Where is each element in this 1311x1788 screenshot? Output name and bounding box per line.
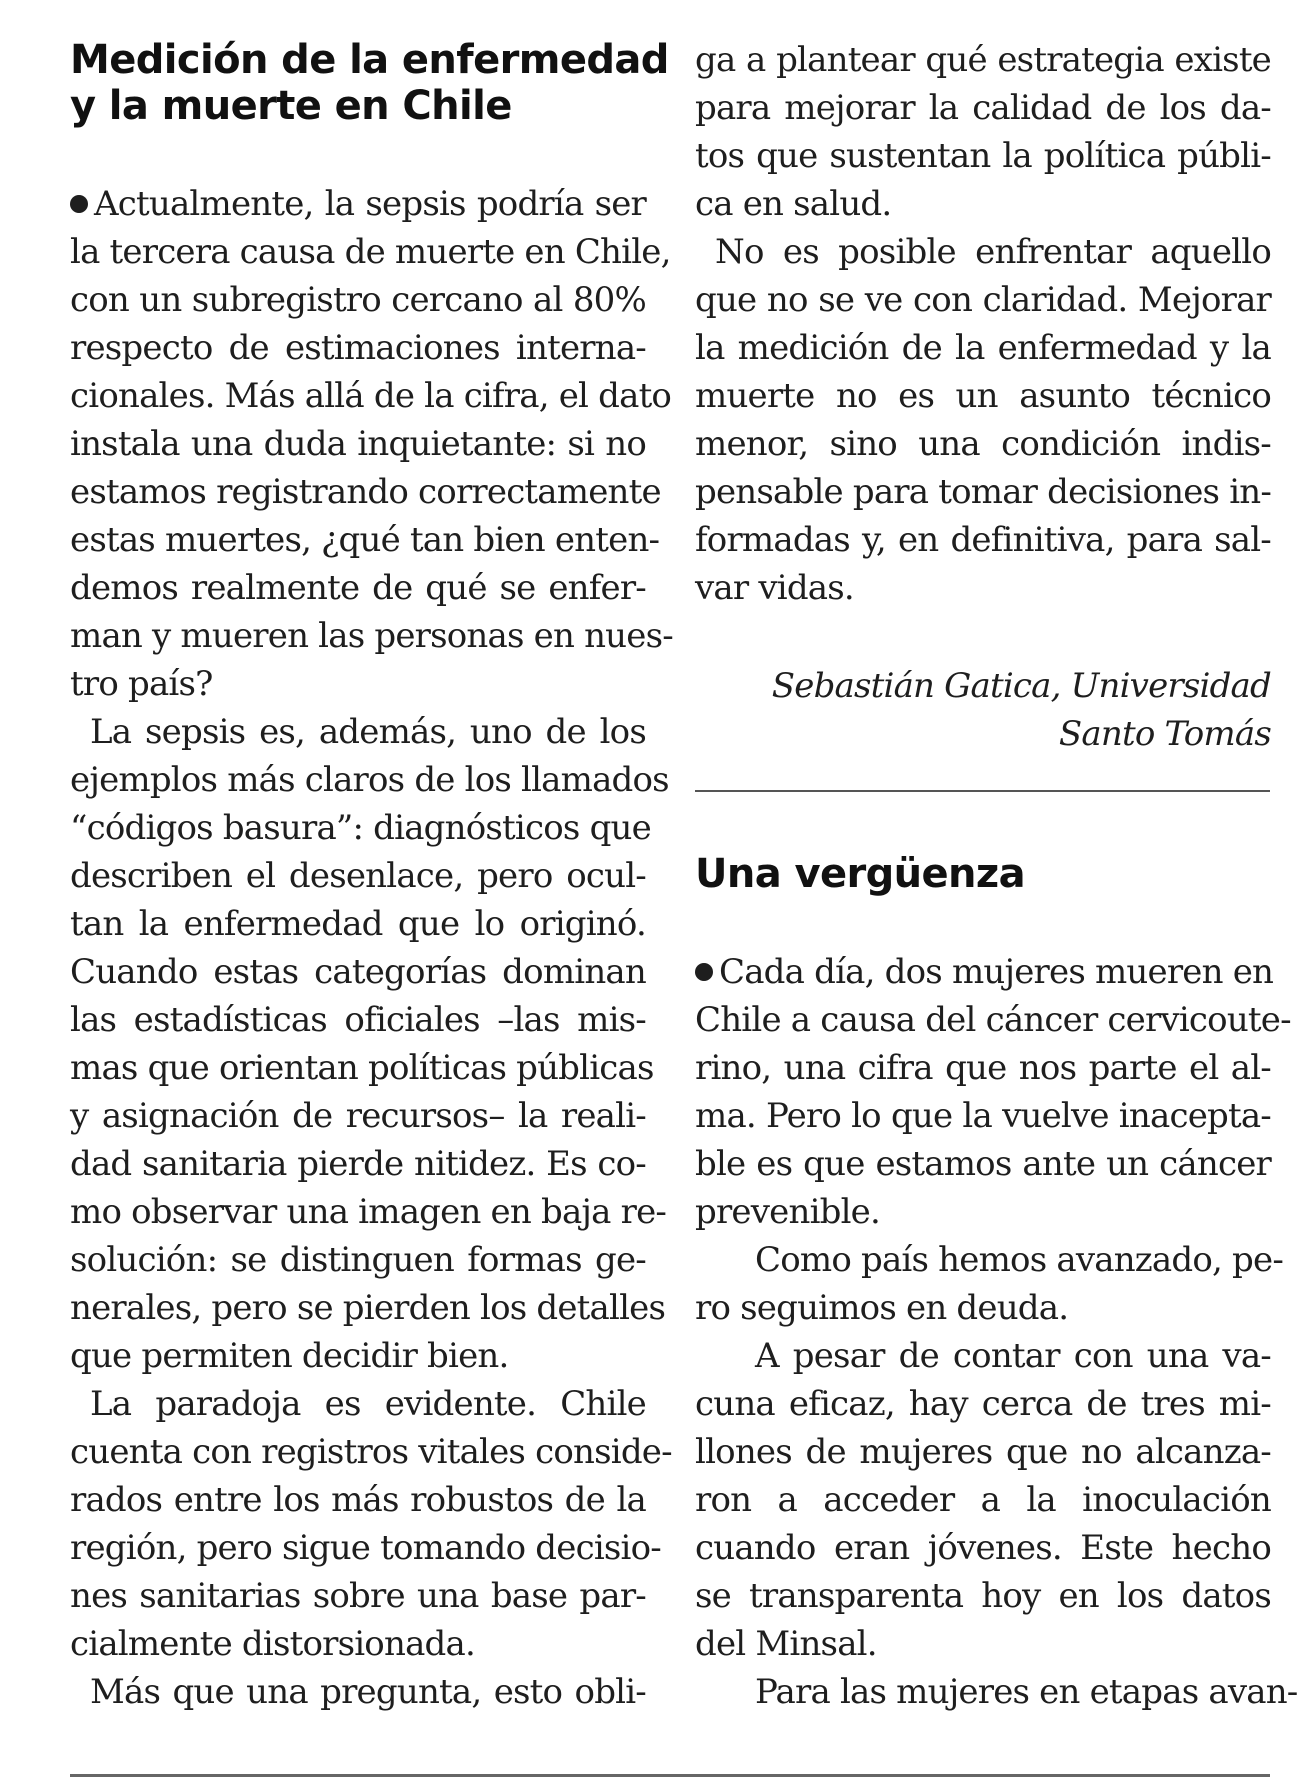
paragraph-line: menor, sino una condición indis- [695, 424, 1271, 464]
paragraph-line: ble es que estamos ante un cáncer [695, 1144, 1271, 1184]
paragraph-line: No es posible enfrentar aquello [715, 232, 1271, 272]
paragraph-line: cialmente distorsionada. [70, 1624, 475, 1664]
paragraph-line: ron a acceder a la inoculación [695, 1480, 1271, 1520]
paragraph-line: la tercera causa de muerte en Chile, [70, 232, 671, 272]
paragraph-line: Chile a causa del cáncer cervicoute- [695, 1000, 1291, 1040]
paragraph-line: que no se ve con claridad. Mejorar [695, 280, 1271, 320]
paragraph-line: cuna eficaz, hay cerca de tres mi- [695, 1384, 1271, 1424]
paragraph-line: Cada día, dos mujeres mueren en [695, 948, 1271, 996]
paragraph-line: Como país hemos avanzado, pe- [755, 1240, 1284, 1280]
paragraph-line: ga a plantear qué estrategia existe [695, 40, 1271, 80]
paragraph-line: cuando eran jóvenes. Este hecho [695, 1528, 1271, 1568]
paragraph-line: región, pero sigue tomando decisio- [70, 1528, 661, 1568]
paragraph-line: rados entre los más robustos de la [70, 1480, 646, 1520]
paragraph-line: Cuando estas categorías dominan [70, 952, 646, 992]
paragraph-line: cionales. Más allá de la cifra, el dato [70, 376, 672, 416]
paragraph-line: mas que orientan políticas públicas [70, 1048, 654, 1088]
paragraph-line: respecto de estimaciones interna- [70, 328, 646, 368]
paragraph-line: para mejorar la calidad de los da- [695, 88, 1271, 128]
paragraph-line: nes sanitarias sobre una base par- [70, 1576, 646, 1616]
paragraph-line: prevenible. [695, 1192, 881, 1232]
paragraph-line: las estadísticas oficiales –las mis- [70, 1000, 646, 1040]
paragraph-line: tro país? [70, 664, 213, 704]
paragraph-line: tan la enfermedad que lo originó. [70, 904, 646, 944]
paragraph-line: formadas y, en definitiva, para sal- [695, 520, 1271, 560]
paragraph-line: dad sanitaria pierde nitidez. Es co- [70, 1144, 646, 1184]
article-title-2: Una vergüenza [695, 851, 1025, 897]
paragraph-line: A pesar de contar con una va- [755, 1336, 1271, 1376]
paragraph-line: nerales, pero se pierden los detalles [70, 1288, 666, 1328]
paragraph-line: instala una duda inquietante: si no [70, 424, 646, 464]
paragraph-line: que permiten decidir bien. [70, 1336, 509, 1376]
bullet-icon [70, 195, 88, 213]
paragraph-line: man y mueren las personas en nues- [70, 616, 673, 656]
paragraph-line: muerte no es un asunto técnico [695, 376, 1271, 416]
paragraph-line: la medición de la enfermedad y la [695, 328, 1271, 368]
paragraph-line: describen el desenlace, pero ocul- [70, 856, 646, 896]
paragraph-line: con un subregistro cercano al 80% [70, 280, 646, 320]
page-bottom-rule [70, 1774, 1270, 1777]
paragraph-line: mo observar una imagen en baja re- [70, 1192, 667, 1232]
paragraph-line: La paradoja es evidente. Chile [90, 1384, 646, 1424]
paragraph-line: demos realmente de qué se enfer- [70, 568, 646, 608]
paragraph-line: cuenta con registros vitales conside- [70, 1432, 672, 1472]
paragraph-line: estas muertes, ¿qué tan bien enten- [70, 520, 660, 560]
paragraph-line: Actualmente, la sepsis podría ser [70, 180, 646, 228]
paragraph-line: Más que una pregunta, esto obli- [90, 1672, 646, 1712]
paragraph-line: ca en salud. [695, 184, 892, 224]
paragraph-line: La sepsis es, además, uno de los [90, 712, 646, 752]
paragraph-line: ejemplos más claros de los llamados [70, 760, 669, 800]
author-signature: Sebastián Gatica, Universidad [771, 666, 1271, 706]
author-affiliation: Santo Tomás [1058, 714, 1271, 754]
paragraph-line: pensable para tomar decisiones in- [695, 472, 1272, 512]
paragraph-line: solución: se distinguen formas ge- [70, 1240, 646, 1280]
bullet-icon [695, 963, 713, 981]
paragraph-line: “códigos basura”: diagnósticos que [70, 808, 651, 848]
paragraph-line: del Minsal. [695, 1624, 877, 1664]
paragraph-line: se transparenta hoy en los datos [695, 1576, 1271, 1616]
paragraph-line: estamos registrando correctamente [70, 472, 661, 512]
paragraph-line: ro seguimos en deuda. [695, 1288, 1069, 1328]
paragraph-line: y asignación de recursos– la reali- [70, 1096, 646, 1136]
section-divider [695, 790, 1270, 792]
paragraph-line: llones de mujeres que no alcanza- [695, 1432, 1271, 1472]
paragraph-line: tos que sustentan la política públi- [695, 136, 1271, 176]
paragraph-line: ma. Pero lo que la vuelve inacepta- [695, 1096, 1271, 1136]
paragraph-line: var vidas. [695, 568, 854, 608]
paragraph-line: Para las mujeres en etapas avan- [755, 1672, 1298, 1712]
article-title-line-2: y la muerte en Chile [70, 83, 512, 129]
article-title-line-1: Medición de la enfermedad [70, 37, 669, 83]
paragraph-line: rino, una cifra que nos parte el al- [695, 1048, 1271, 1088]
